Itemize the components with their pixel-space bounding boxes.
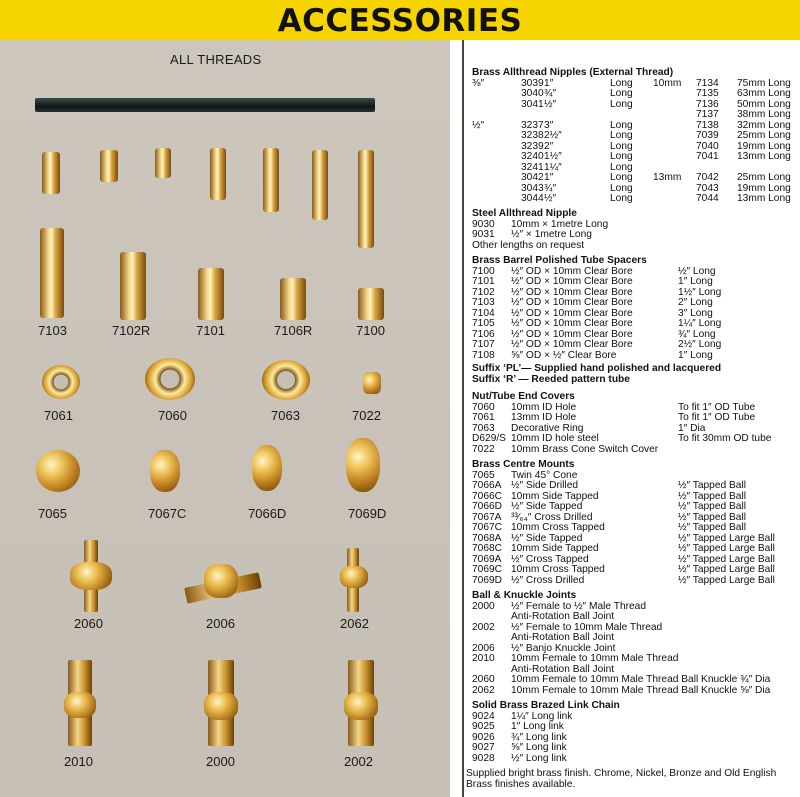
nipple-row-cell: Long <box>610 151 633 162</box>
mount-row-cell: 7069D <box>472 574 503 586</box>
joint-row-cell: 2000 <box>472 600 495 612</box>
mount-row-cell: 7069C <box>472 564 503 575</box>
spacer-row-cell: ⅝″ OD × ½″ Clear Bore <box>511 349 617 361</box>
part-label: 7065 <box>38 506 67 521</box>
centre-mount-image <box>252 445 282 491</box>
spacer-row-cell: 1″ Long <box>678 276 713 287</box>
joint-row-cell: ½″ Female to 10mm Male Thread <box>511 621 663 633</box>
spacer-row <box>472 340 800 351</box>
cover-row <box>472 445 800 456</box>
mount-row <box>472 576 800 587</box>
part-label: 7067C <box>148 506 187 521</box>
nipple-row-cell: 7135 <box>696 88 719 99</box>
nipple-row-cell: 2½″ <box>544 130 562 141</box>
nipple-row-cell: 1″ <box>544 77 554 89</box>
spacer-row-cell: ½″ Long <box>678 265 716 277</box>
nipple-row-cell: 3240 <box>521 151 544 162</box>
nipple-row-cell: 3042 <box>521 172 544 183</box>
nipple-row-cell: ½″ <box>544 98 557 110</box>
joint-row-cell: 10mm Female to 10mm Male Thread Ball Knuckle ⅝″ Dia <box>511 684 771 696</box>
mount-row-cell: ½″ Tapped Large Ball <box>678 543 775 554</box>
nipple-row-cell: 1″ <box>544 172 554 183</box>
part-label: 7103 <box>38 323 67 338</box>
mount-row <box>472 565 800 576</box>
nipple-row <box>472 110 800 121</box>
mount-row-cell: 7066D <box>472 501 503 512</box>
mount-row-cell: ½″ Cross Drilled <box>511 574 585 586</box>
tube-spacer-image <box>120 252 146 320</box>
finish-note-line: Supplied bright brass finish. Chrome, Nickel, Bronze and Old English <box>466 768 777 779</box>
steel-note: Other lengths on request <box>472 239 585 251</box>
mount-row-cell: ½″ Tapped Large Ball <box>678 564 775 575</box>
mount-row-cell: 10mm Side Tapped <box>511 490 599 502</box>
spacer-row <box>472 277 800 288</box>
cover-row-cell: 13mm ID Hole <box>511 412 577 423</box>
part-label: 7106R <box>274 323 313 338</box>
nipple-row-cell: Long <box>610 98 633 110</box>
mount-row <box>472 481 800 492</box>
part-label: 7100 <box>356 323 385 338</box>
spacer-row <box>472 319 800 330</box>
tube-spacer-image <box>280 278 306 320</box>
nipple-row-cell: 63mm Long <box>737 88 791 99</box>
centre-mount-image <box>346 438 380 492</box>
mount-row <box>472 502 800 513</box>
mount-row-cell: 7069A <box>472 553 502 565</box>
part-label: 7061 <box>44 408 73 423</box>
joint-row <box>472 612 800 623</box>
spacer-row-cell: ½″ OD × 10mm Clear Bore <box>511 276 633 287</box>
spacer-row <box>472 298 800 309</box>
mount-row-cell: 7065 <box>472 469 495 481</box>
tube-spacer-image <box>198 268 224 320</box>
finish-note-line: Brass finishes available. <box>466 778 576 790</box>
nipple-row-cell: 1½″ <box>544 151 562 162</box>
mount-row-cell: ½″ Tapped Large Ball <box>678 553 775 565</box>
ball-joint-image <box>344 692 378 720</box>
section-title: Brass Centre Mounts <box>472 459 575 470</box>
mount-row <box>472 523 800 534</box>
cover-row-cell: Decorative Ring <box>511 422 584 434</box>
part-label: 2062 <box>340 616 369 631</box>
nipple-row-cell: Long <box>610 172 633 183</box>
nipple-row-cell: 7043 <box>696 182 719 194</box>
cover-row-cell: 10mm Brass Cone Switch Cover <box>511 443 659 455</box>
nipple-row-cell: 3044 <box>521 193 544 204</box>
nipple-image <box>42 152 60 194</box>
nipple-row-cell: 3043 <box>521 182 544 194</box>
joint-row <box>472 686 800 697</box>
steel-row: 9031 ½″ × 1metre Long <box>472 229 592 240</box>
nipple-row-cell: 50mm Long <box>737 98 791 110</box>
mount-row-cell: 10mm Side Tapped <box>511 543 599 554</box>
banjo-joint-image <box>204 564 238 598</box>
product-photo <box>0 40 450 797</box>
chain-row-cell: 1″ Long link <box>511 721 564 732</box>
section-centre-mounts <box>472 460 800 586</box>
cover-row-cell: 7022 <box>472 443 495 455</box>
spacer-row-cell: 7106 <box>472 328 495 340</box>
mount-row-cell: ½″ Tapped Large Ball <box>678 532 775 544</box>
nipple-row-cell: 1¼″ <box>544 161 562 173</box>
nipple-row-cell: 25mm Long <box>737 172 791 183</box>
nipple-row-cell: ¾″ <box>544 88 557 99</box>
section-title: Ball & Knuckle Joints <box>472 590 577 601</box>
part-label: 2006 <box>206 616 235 631</box>
nipple-row-cell: Long <box>610 77 633 89</box>
spacer-row-cell: 3″ Long <box>678 307 713 319</box>
cover-row-cell: D629/S <box>472 433 506 444</box>
chain-row-cell: 1¼″ Long link <box>511 710 573 722</box>
section-title: Nut/Tube End Covers <box>472 391 575 402</box>
nipple-row-cell: 75mm Long <box>737 77 791 89</box>
cover-row-cell: 10mm ID Hole <box>511 401 577 413</box>
nipple-row-cell: 7138 <box>696 119 719 131</box>
cover-row <box>472 413 800 424</box>
mount-row-cell: 7067A <box>472 511 502 523</box>
section-steel-nipple <box>472 209 800 251</box>
centre-mount-image <box>36 450 80 492</box>
chain-row <box>472 754 800 765</box>
chain-row <box>472 743 800 754</box>
nipple-row-cell: Long <box>610 161 633 173</box>
allthread-rod <box>35 98 375 112</box>
spec-list <box>462 40 800 797</box>
section-allthread-nipples <box>472 68 800 205</box>
mount-row-cell: ½″ Side Tapped <box>511 501 583 512</box>
nipple-row-cell: 19mm Long <box>737 182 791 194</box>
section-title: Steel Allthread Nipple <box>472 208 577 219</box>
nipple-row-cell: Long <box>610 119 633 131</box>
joint-row-cell: 2010 <box>472 653 495 664</box>
nipple-row-cell: 7042 <box>696 172 719 183</box>
nipple-row-cell: 13mm Long <box>737 151 791 162</box>
section-title: Brass Barrel Polished Tube Spacers <box>472 255 647 266</box>
chain-row-cell: ¾″ Long link <box>511 731 567 743</box>
section-tube-spacers <box>472 256 800 385</box>
spacer-row-cell: 1½″ Long <box>678 286 722 298</box>
nipple-row-cell: 25mm Long <box>737 130 791 141</box>
nipple-row-cell: 2″ <box>544 140 554 152</box>
spacer-row-cell: 7108 <box>472 349 495 361</box>
chain-row-cell: 9028 <box>472 752 495 764</box>
end-cover-image <box>145 358 195 400</box>
spacer-row-cell: 2½″ Long <box>678 339 722 350</box>
mount-row-cell: ³³⁄₆₄″ Cross Drilled <box>511 511 593 523</box>
spacer-row-cell: 7107 <box>472 339 495 350</box>
chain-row-cell: 9024 <box>472 710 495 722</box>
nipple-row-cell: 3237 <box>521 119 544 131</box>
spacer-row-cell: 7104 <box>472 307 495 319</box>
mount-row-cell: 7066A <box>472 480 502 491</box>
nipple-image <box>358 150 374 248</box>
nipple-image <box>155 148 171 178</box>
nipple-row-cell: 19mm Long <box>737 140 791 152</box>
spacer-row-cell: 1¼″ Long <box>678 318 722 329</box>
section-title: Brass Allthread Nipples (External Thread) <box>472 67 674 78</box>
spacer-row-cell: ¾″ Long <box>678 328 716 340</box>
nipple-row-cell: 3″ <box>544 119 554 131</box>
spacer-row-cell: ½″ OD × 10mm Clear Bore <box>511 286 633 298</box>
nipple-row-cell: ½″ <box>472 119 485 131</box>
end-cover-image <box>42 365 80 399</box>
chain-row-cell: 9027 <box>472 742 495 753</box>
nipple-row-cell: 7044 <box>696 193 719 204</box>
nipple-row-cell: ½″ <box>544 193 557 204</box>
nipple-row-cell: 10mm <box>653 77 682 89</box>
nipple-row-cell: 7137 <box>696 109 719 120</box>
nipple-row-cell: Long <box>610 88 633 99</box>
knuckle-joint-image <box>340 566 368 588</box>
all-threads-label: ALL THREADS <box>170 52 262 67</box>
mount-row-cell: ½″ Tapped Ball <box>678 490 746 502</box>
cover-row <box>472 434 800 445</box>
nipple-row-cell: 3040 <box>521 88 544 99</box>
cover-row-cell: 1″ Dia <box>678 422 706 434</box>
cover-row-cell: 7060 <box>472 401 495 413</box>
part-label: 7102R <box>112 323 151 338</box>
nipple-row-cell: 3041 <box>521 98 544 110</box>
joint-row-cell: Anti-Rotation Ball Joint <box>511 632 615 643</box>
nipple-row-cell: Long <box>610 140 633 152</box>
suffix-pl-note: Suffix ‘PL’— Supplied hand polished and lacquered <box>472 363 722 374</box>
joint-row-cell: 2062 <box>472 684 495 696</box>
part-label: 2060 <box>74 616 103 631</box>
spacer-row-cell: 1″ Long <box>678 349 713 361</box>
nipple-row-cell: ¾″ <box>544 182 557 194</box>
joint-row-cell: 2006 <box>472 642 495 654</box>
chain-row <box>472 722 800 733</box>
nipple-row-cell: 7041 <box>696 151 719 162</box>
nipple-row-cell: Long <box>610 182 633 194</box>
part-label: 2010 <box>64 754 93 769</box>
nipple-row <box>472 173 800 184</box>
mount-row-cell: Twin 45° Cone <box>511 469 578 481</box>
spacer-row-cell: 7101 <box>472 276 495 287</box>
mount-row-cell: ½″ Cross Tapped <box>511 553 589 565</box>
knuckle-joint-image <box>70 562 112 590</box>
cover-row-cell: 10mm ID hole steel <box>511 433 599 444</box>
nipple-row-cell: Long <box>610 193 633 204</box>
spacer-row-cell: 7105 <box>472 318 495 329</box>
ball-joint-image <box>204 692 238 720</box>
cover-row-cell: To fit 1″ OD Tube <box>678 412 756 423</box>
spacer-row <box>472 351 800 362</box>
chain-row-cell: ⅝″ Long link <box>511 742 567 753</box>
mount-row-cell: 7068A <box>472 532 502 544</box>
cover-row-cell: To fit 30mm OD tube <box>678 433 772 444</box>
nipple-image <box>210 148 226 200</box>
joint-row-cell: ½″ Female to ½″ Male Thread <box>511 600 646 612</box>
joint-row-cell: ½″ Banjo Knuckle Joint <box>511 642 616 654</box>
nipple-image <box>263 148 279 212</box>
nipple-row <box>472 194 800 205</box>
part-label: 7063 <box>271 408 300 423</box>
part-label: 2002 <box>344 754 373 769</box>
decorative-ring-image <box>262 360 310 400</box>
spacer-row-cell: 2″ Long <box>678 297 713 308</box>
nipple-row-cell: 7134 <box>696 77 719 89</box>
chain-row-cell: ½″ Long link <box>511 752 567 764</box>
spacer-row-cell: 7103 <box>472 297 495 308</box>
finish-note <box>466 769 800 790</box>
section-ball-joints <box>472 591 800 696</box>
cover-row-cell: 7063 <box>472 422 495 434</box>
joint-row-cell: 2002 <box>472 621 495 633</box>
part-label: 7069D <box>348 506 387 521</box>
nipple-row-cell: 3238 <box>521 130 544 141</box>
spacer-row-cell: ½″ OD × 10mm Clear Bore <box>511 297 633 308</box>
mount-row-cell: 7068C <box>472 543 503 554</box>
mount-row-cell: 7067C <box>472 522 503 533</box>
nipple-image <box>100 150 118 182</box>
joint-row-cell: 2060 <box>472 674 495 685</box>
nipple-row-cell: 7040 <box>696 140 719 152</box>
spacer-row-cell: ½″ OD × 10mm Clear Bore <box>511 328 633 340</box>
part-label: 7066D <box>248 506 287 521</box>
nipple-row <box>472 89 800 100</box>
mount-row-cell: ½″ Tapped Large Ball <box>678 574 775 586</box>
mount-row-cell: 10mm Cross Tapped <box>511 522 605 533</box>
joint-row <box>472 675 800 686</box>
joint-row-cell: Anti-Rotation Ball Joint <box>511 663 615 675</box>
chain-row-cell: 9025 <box>472 721 495 732</box>
centre-mount-image <box>150 450 180 492</box>
spacer-row-cell: 7102 <box>472 286 495 298</box>
nipple-row-cell: Long <box>610 130 633 141</box>
suffix-r-note: Suffix ‘R’ — Reeded pattern tube <box>472 373 630 385</box>
nipple-image <box>312 150 328 220</box>
nipple-row-cell: 32mm Long <box>737 119 791 131</box>
tube-spacer-image <box>40 228 64 318</box>
mount-row-cell: ½″ Tapped Ball <box>678 480 746 491</box>
joint-row-cell: 10mm Female to 10mm Male Thread <box>511 653 679 664</box>
mount-row-cell: 7066C <box>472 490 503 502</box>
nipple-row-cell: 38mm Long <box>737 109 791 120</box>
steel-row: 9030 10mm × 1metre Long <box>472 218 609 230</box>
nipple-row-cell: 13mm Long <box>737 193 791 204</box>
part-label: 7022 <box>352 408 381 423</box>
spacer-row-cell: ½″ OD × 10mm Clear Bore <box>511 265 633 277</box>
mount-row-cell: ½″ Tapped Ball <box>678 522 746 533</box>
nipple-row-cell: 3239 <box>521 140 544 152</box>
mount-row-cell: ½″ Side Tapped <box>511 532 583 544</box>
header-banner <box>0 0 800 40</box>
nipple-row-cell: 3241 <box>521 161 544 173</box>
nipple-row-cell: ⅜″ <box>472 77 485 89</box>
mount-row <box>472 544 800 555</box>
nipple-row-cell: 3039 <box>521 77 544 89</box>
ball-joint-image <box>64 692 96 718</box>
nipple-row-cell: 13mm <box>653 172 682 183</box>
part-label: 2000 <box>206 754 235 769</box>
spacer-row-cell: ½″ OD × 10mm Clear Bore <box>511 307 633 319</box>
spacer-row-cell: ½″ OD × 10mm Clear Bore <box>511 318 633 329</box>
mount-row-cell: ½″ Tapped Ball <box>678 511 746 523</box>
cover-row-cell: To fit 1″ OD Tube <box>678 401 756 413</box>
joint-row-cell: 10mm Female to 10mm Male Thread Ball Knuckle ¾″ Dia <box>511 674 771 685</box>
part-label: 7060 <box>158 408 187 423</box>
cover-row-cell: 7061 <box>472 412 495 423</box>
section-end-covers <box>472 392 800 455</box>
mount-row-cell: 10mm Cross Tapped <box>511 564 605 575</box>
tube-spacer-image <box>358 288 384 320</box>
cone-cover-image <box>363 372 381 394</box>
mount-row-cell: ½″ Tapped Ball <box>678 501 746 512</box>
nipple-row-cell: 7136 <box>696 98 719 110</box>
nipple-row-cell: 7039 <box>696 130 719 141</box>
nipple-row <box>472 131 800 142</box>
mount-row-cell: ½″ Side Drilled <box>511 480 579 491</box>
section-title: Solid Brass Brazed Link Chain <box>472 700 620 711</box>
page-title: ACCESSORIES <box>277 3 523 39</box>
chain-row-cell: 9026 <box>472 731 495 743</box>
joint-row <box>472 654 800 665</box>
spacer-row-cell: 7100 <box>472 265 495 277</box>
section-link-chain <box>472 701 800 764</box>
joint-row-cell: Anti-Rotation Ball Joint <box>511 611 615 622</box>
nipple-row <box>472 152 800 163</box>
spacer-row-cell: ½″ OD × 10mm Clear Bore <box>511 339 633 350</box>
part-label: 7101 <box>196 323 225 338</box>
joint-row <box>472 633 800 644</box>
